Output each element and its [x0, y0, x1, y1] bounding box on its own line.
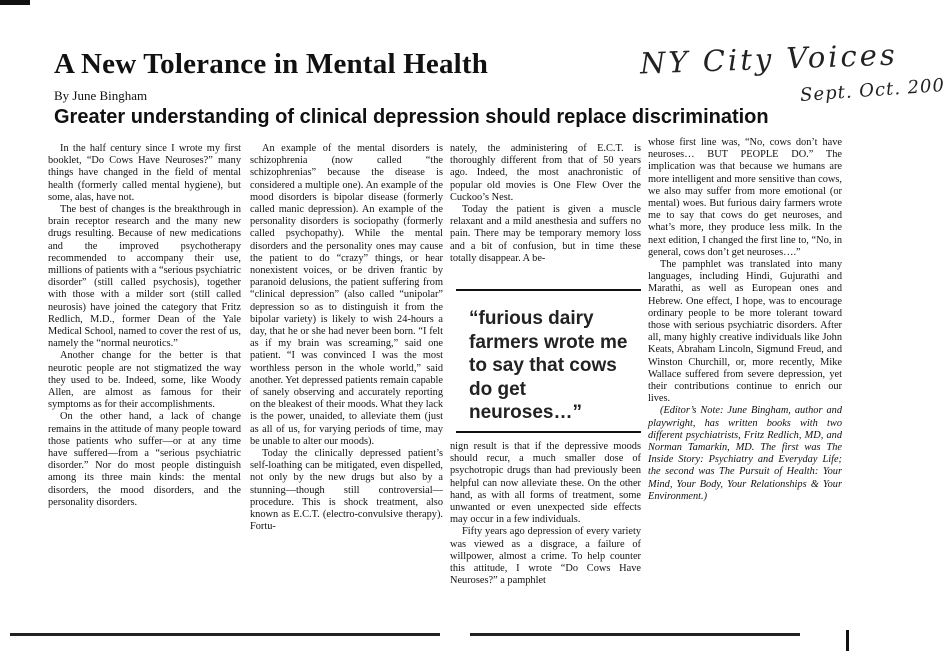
article-column-3-bottom: [450, 441, 641, 587]
editor-note: (Editor’s Note: June Bingham, author and playwright, has written books with two different psychiatrists, Fritz Redlich, MD, and Norman Tamarkin, MD. The first was The Inside Story: Psychiatry and Everyday Life; the second was The Pursuit of Health: Your Mind, Your Body, Your Relationships & Your Environment.): [648, 405, 842, 502]
byline: By June Bingham: [54, 88, 148, 103]
pull-quote-text: “furious dairy farmers wrote me to say that cows do get neuroses…”: [469, 308, 628, 423]
handwritten-source: NY City Voices: [639, 37, 899, 81]
article-column-1: [48, 143, 241, 509]
paragraph: Today the patient is given a muscle relaxant and a mild anesthesia and suffers no pain. There may be temporary memory loss and a bit of confusion, but in time these totally disappear. A be-: [450, 204, 641, 264]
pull-quote: [456, 289, 641, 433]
paragraph: Another change for the better is that neurotic people are not stigmatized the way they used to be. Indeed, some, like Woody Allen, are almost as famous for their symptoms as for their accomplishments.: [48, 350, 241, 411]
article-column-4: [648, 137, 842, 503]
paragraph: In the half century since I wrote my first booklet, “Do Cows Have Neuroses?” many things have changed in the field of mental health (formerly called mental hygiene), but some, alas, have not.: [48, 143, 241, 203]
paragraph: The pamphlet was translated into many languages, including Hindi, Gujurathi and Marathi, as well as European ones and Hebrew. One effect, I hope, was to encourage ordinary people to be more tolerant toward those with serious psychiatric disorders. After all, many highly creative individuals like John Keats, Abraham Lincoln, Sigmund Freud, and Winston Churchill, or, more recently, Mike Wallace suffered from severe depression, yet their contributions continue to enrich our lives.: [648, 259, 842, 405]
bottom-rule: [470, 633, 800, 636]
paragraph: nign result is that if the depressive moods should recur, a much smaller dose of psychotropic drugs than had previously been helpful can now alleviate these. On the other hand, as with all forms of treatment, some unwanted or even unexpected side effects may occur in a few individuals.: [450, 441, 641, 526]
paragraph: Fifty years ago depression of every variety was viewed as a disgrace, a failure of willpower, almost a crime. To help counter this attitude, I wrote “Do Cows Have Neuroses?” a pamphlet: [450, 526, 641, 587]
subheadline: Greater understanding of clinical depression should replace discrimination: [54, 106, 769, 128]
article-title: A New Tolerance in Mental Health: [54, 48, 489, 80]
paragraph: The best of changes is the breakthrough in brain receptor research and the many new drugs resulting. Because of new medications and the improved psychotherapy recommended to accompany their use, millions of patients with a “serious psychiatric disorder” (still called psychosis), together with those with a milder sort (still called neurosis) have joined the category that Fritz Redlich, M.D., former Dean of the Yale Medical School, named to cover the rest of us, namely the “normal neurotics.”: [48, 204, 241, 350]
handwritten-date: Sept. Oct. 200: [799, 74, 946, 107]
paragraph: whose first line was, “No, cows don’t have neuroses… BUT PEOPLE DO.” The implication was that because we humans are more intelligent and more sensitive than cows, we also may suffer from more emotional (or mental) woes. But furious dairy farmers wrote me to say that cows do get neuroses, and what’s more, they produce less milk. In the next edition, I changed the first line to, “No, in general, cows don’t get neuroses….”: [648, 137, 842, 258]
next-article-box-edge: [846, 630, 849, 651]
paragraph: Today the clinically depressed patient’s self-loathing can be mitigated, even dispelled, not only by the new drugs but also by a stunning—though still controversial—procedure. This is shock treatment, also known as E.C.T. (electro-convulsive therapy). Fortu-: [250, 448, 443, 533]
paragraph: On the other hand, a lack of change remains in the attitude of many people toward those patients who suffer—or at any time have suffered—from a “serious psychiatric disorder.” Nor do most people distinguish among its three main kinds: the mental disorders, the mood disorders, and the personality disorders.: [48, 411, 241, 508]
paragraph: An example of the mental disorders is schizophrenia (now called “the schizophrenias” because the disease is considered a multiple one). An example of the mood disorders is bipolar disease (formerly called manic depression). An example of the personality disorders is sociopathy (formerly called psychopathy). While the mental disorders and the personality ones may cause the patient to do “crazy” things, or hear nonexistent voices, or be driven frantic by paranoid delusions, the patient suffering from “clinical depression” (also called “unipolar” depression so as to distinguish it from the bipolar variety) is likely to wish 24-hours a day, that he or she had never been born. “I felt as if my brain was screaming,” said one patient. “I was convinced I was the most worthless person in the whole world,” said another. Yet depressed patients remain capable of sanely observing and accurately reporting on the bleakest of their moods. What they lack is the power, unaided, to alleviate them (just as all of us, for varying periods of time, may be unable to alter our moods).: [250, 143, 443, 447]
article-column-2: [250, 143, 443, 534]
scan-artifact: [0, 0, 30, 5]
bottom-rule: [10, 633, 440, 636]
article-column-3-top: [450, 143, 641, 265]
paragraph: nately, the administering of E.C.T. is thoroughly different from that of 50 years ago. Indeed, the most anachronistic of popular old movies is One Flew Over the Cuckoo’s Nest.: [450, 143, 641, 203]
